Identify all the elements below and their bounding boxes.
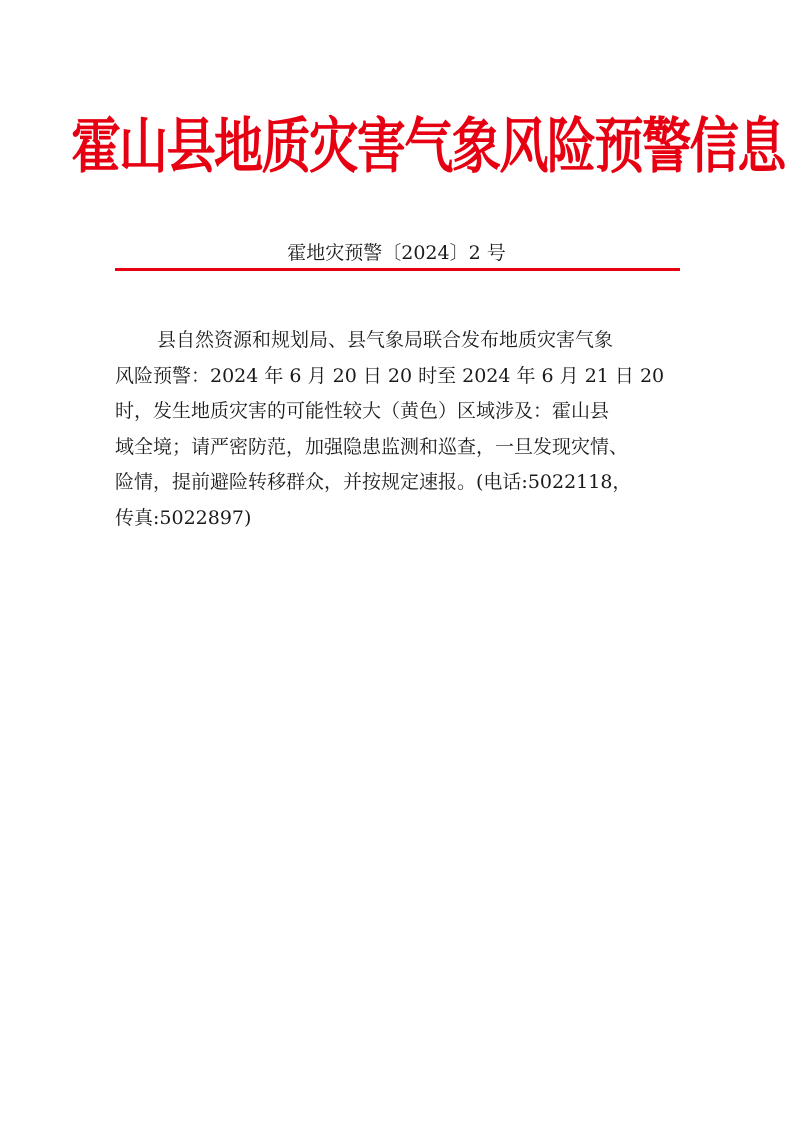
red-divider-rule bbox=[115, 268, 680, 271]
masthead-title: 霍山县地质灾害气象风险预警信息 bbox=[71, 112, 785, 182]
body-line: 域全境；请严密防范，加强隐患监测和巡查，一旦发现灾情、 bbox=[115, 435, 629, 458]
notice-body bbox=[115, 323, 687, 536]
body-line: 时，发生地质灾害的可能性较大（黄色）区域涉及：霍山县 bbox=[115, 400, 610, 422]
body-line: 风险预警：2024 年 6 月 20 日 20 时至 2024 年 6 月 21 日 20 bbox=[115, 364, 665, 387]
body-line: 县自然资源和规划局、县气象局联合发布地质灾害气象 bbox=[157, 329, 614, 351]
body-line: 险情，提前避险转移群众，并按规定速报。(电话:5022118， bbox=[115, 471, 632, 493]
body-line: 传真:5022897) bbox=[115, 506, 252, 529]
document-number: 霍地灾预警〔2024〕2 号 bbox=[287, 242, 506, 264]
